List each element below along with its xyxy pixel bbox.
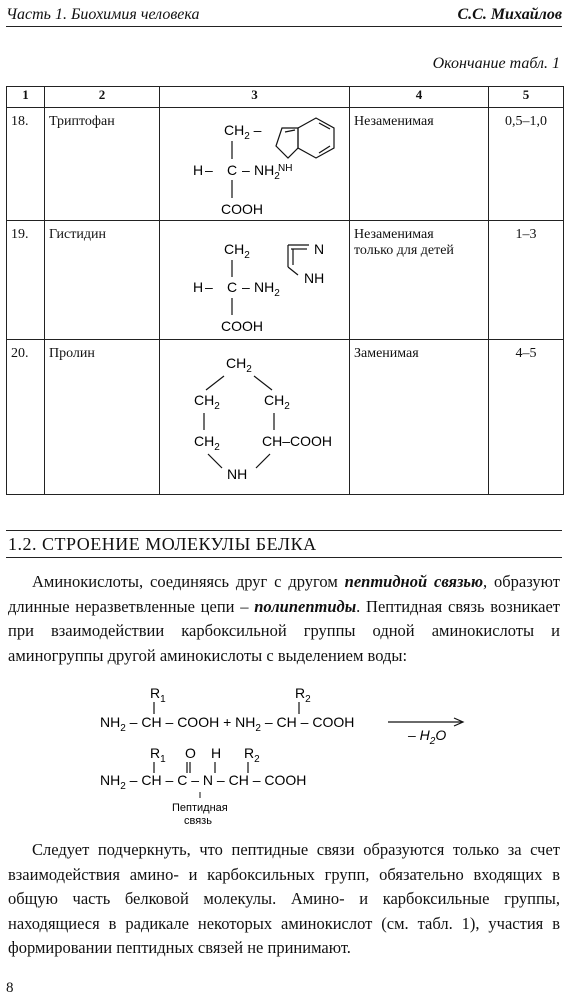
amino-acid-name: Пролин	[45, 340, 160, 495]
svg-text:H: H	[193, 279, 204, 295]
column-header: 4	[350, 87, 489, 108]
svg-text:–: –	[242, 162, 250, 178]
paragraph-conclusion: Следует подчеркнуть, что пептидные связи образуются только за счет взаимодействия амино- и карбоксильных групп, обязательно входящих в общую часть белковой молекулы. Амино- и карбоксильные группы, находящиеся в радикале некоторых аминокислот (см. табл. 1), участия в формировании пептидных связей не принимают.	[8, 840, 560, 957]
reaction-text: $R_2$	[295, 685, 311, 705]
formula-text: NH	[278, 163, 293, 174]
reaction-text: O	[185, 745, 196, 761]
reaction-text: $NH_2$ – CH – COOH + $NH_2$ – CH – COOH	[100, 714, 355, 734]
table-row	[7, 108, 564, 221]
svg-text:–: –	[205, 162, 213, 178]
reaction-text: $R_2$	[244, 745, 260, 765]
svg-text:–: –	[205, 279, 213, 295]
formula-text: $CH_2$	[194, 392, 220, 412]
structural-formula	[160, 221, 350, 340]
row-number: 20.	[7, 340, 45, 495]
formula-text: $CH_2$	[226, 355, 252, 375]
formula-text: $NH_2$	[254, 162, 280, 182]
essentiality: Незаменимая только для детей	[350, 221, 489, 340]
row-number: 19.	[7, 221, 45, 340]
formula-text: NH	[227, 466, 248, 482]
peptide-reaction-diagram	[90, 680, 490, 830]
formula-text: C	[227, 162, 238, 178]
column-header: 3	[160, 87, 350, 108]
page-number: 8	[6, 980, 14, 996]
peptide-bond-label: Пептидная	[172, 802, 228, 814]
running-header	[6, 2, 562, 27]
histidine-formula	[164, 227, 354, 339]
formula-text: N	[314, 241, 325, 257]
essentiality: Заменимая	[350, 340, 489, 495]
amino-acid-name: Триптофан	[45, 108, 160, 221]
formula-text: COOH	[221, 201, 263, 217]
table-caption: Окончание табл. 1	[432, 55, 560, 72]
table-row	[7, 221, 564, 340]
reaction-text: $R_1$	[150, 745, 166, 765]
daily-amount: 4–5	[489, 340, 564, 495]
reaction-text: H	[211, 745, 222, 761]
amino-acid-table	[6, 86, 564, 495]
indole-ring-icon	[276, 118, 334, 158]
formula-text: NH	[304, 270, 325, 286]
tryptophan-formula	[164, 114, 354, 220]
peptide-bond-label: связь	[184, 815, 212, 827]
svg-text:–: –	[242, 279, 250, 295]
amino-acid-name: Гистидин	[45, 221, 160, 340]
term-polypeptides: полипептиды	[254, 596, 357, 616]
formula-text: COOH	[221, 318, 263, 334]
essentiality: Незаменимая	[350, 108, 489, 221]
reaction-text: $R_1$	[150, 685, 166, 705]
structural-formula	[160, 340, 350, 495]
table-header-row	[7, 87, 564, 108]
column-header: 5	[489, 87, 564, 108]
formula-text: $NH_2$	[254, 279, 280, 299]
term-peptide-bond: пептидной связью	[344, 572, 484, 591]
daily-amount: 0,5–1,0	[489, 108, 564, 221]
formula-text: CH–COOH	[262, 433, 333, 449]
row-number: 18.	[7, 108, 45, 221]
formula-text: C	[227, 279, 238, 295]
water-elimination: – $H_2O$	[408, 727, 447, 747]
formula-text: $CH_2$	[194, 433, 220, 453]
paragraph-peptide-bond: Аминокислоты, соединяясь друг с другом пептидной связью, образуют длинные неразветвленные цепи – полипептиды. Пептидная связь возникает при взаимодействии карбоксильной группы одной аминокислоты и аминогруппы другой аминокислоты с выделением воды:	[8, 572, 560, 665]
structural-formula	[160, 108, 350, 221]
column-header: 1	[7, 87, 45, 108]
header-part-title: Часть 1. Биохимия человека	[6, 6, 200, 23]
reaction-text: $NH_2$ – CH – C – N – CH – COOH	[100, 772, 307, 792]
formula-text: $CH_2$	[264, 392, 290, 412]
formula-text: $CH_2$	[224, 241, 250, 261]
section-heading: 1.2. СТРОЕНИЕ МОЛЕКУЛЫ БЕЛКА	[6, 530, 562, 558]
column-header: 2	[45, 87, 160, 108]
formula-text: $CH_2$ –	[224, 122, 262, 142]
daily-amount: 1–3	[489, 221, 564, 340]
formula-text: H	[193, 162, 204, 178]
header-author: С.С. Михайлов	[457, 6, 562, 23]
proline-formula	[164, 346, 354, 494]
table-row	[7, 340, 564, 495]
